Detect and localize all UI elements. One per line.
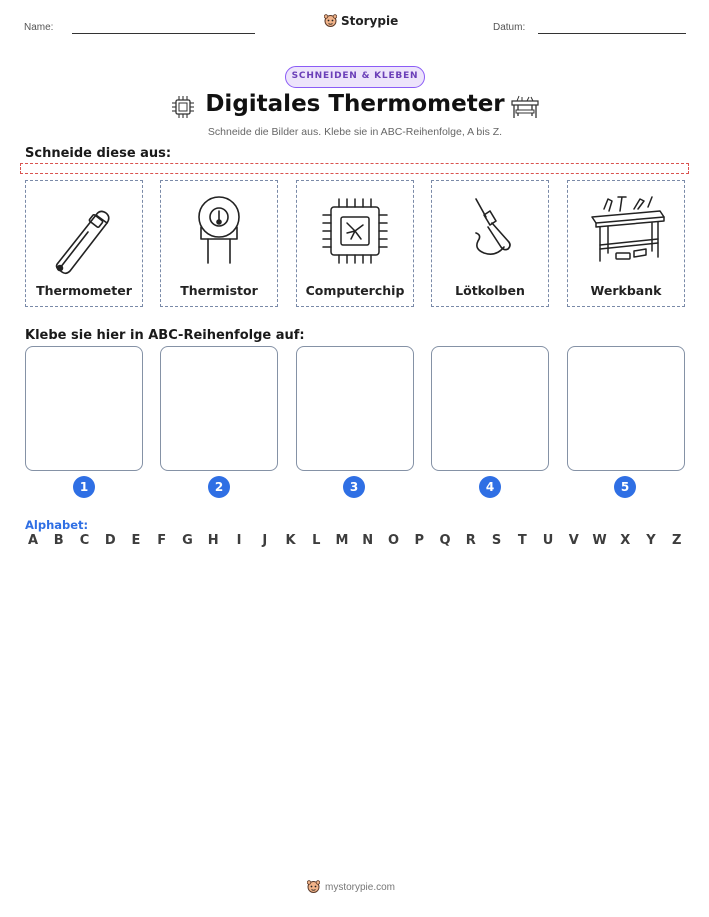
paste-box-2[interactable] [160,346,278,471]
alphabet-letter: W [592,533,607,548]
alphabet-letter: Y [646,533,656,548]
activity-tag: SCHNEIDEN & KLEBEN [285,66,425,88]
cut-card-werkbank[interactable] [567,180,685,307]
soldering-iron-icon [446,187,534,275]
number-badge-4: 4 [479,476,501,498]
card-label: Thermistor [180,283,258,298]
alphabet-letter: Z [672,533,682,548]
alphabet-letter: V [568,533,579,548]
footer [307,880,395,894]
alphabet-letter: O [387,533,400,548]
alphabet-letter: U [542,533,554,548]
paste-box-5[interactable] [567,346,685,471]
workbench-icon [582,187,670,275]
footer-link[interactable]: mystorypie.com [325,881,396,893]
page-title: Digitales Thermometer [205,91,505,117]
paste-box-1[interactable] [25,346,143,471]
card-label: Lötkolben [455,283,525,298]
alphabet-letter: P [414,533,425,548]
alphabet-letter: Q [439,533,451,548]
alphabet-letter: A [27,533,39,548]
card-label: Werkbank [590,283,662,298]
alphabet-letter: X [620,533,631,548]
thermometer-icon [40,187,128,275]
alphabet-letter: T [517,533,527,548]
alphabet-letter: M [335,533,349,548]
alphabet-letter: I [236,533,242,548]
mascot-icon [307,880,320,894]
workbench-icon [509,93,541,121]
cut-card-thermometer[interactable] [25,180,143,307]
number-badge-5: 5 [614,476,636,498]
name-label: Name: [24,22,54,33]
alphabet-letter: S [491,533,502,548]
instructions: Schneide die Bilder aus. Klebe sie in ABC-Reihenfolge, A bis Z. [207,126,503,138]
paste-box-4[interactable] [431,346,549,471]
logo-text: Storypie [341,14,399,28]
date-line[interactable] [538,33,686,34]
computer-chip-icon [169,93,197,121]
number-badge-1: 1 [73,476,95,498]
paste-heading: Klebe sie hier in ABC-Reihenfolge auf: [25,328,305,343]
alphabet-letter: K [285,533,296,548]
alphabet-letter: N [362,533,374,548]
alphabet-letter: L [312,533,321,548]
alphabet-letter: R [465,533,476,548]
alphabet-letter: D [104,533,116,548]
number-badge-2: 2 [208,476,230,498]
alphabet-letter: H [207,533,219,548]
thermistor-icon [175,187,263,275]
number-badge-3: 3 [343,476,365,498]
name-line[interactable] [72,33,255,34]
cut-heading: Schneide diese aus: [25,146,172,161]
card-label: Thermometer [36,283,132,298]
cut-card-computerchip[interactable] [296,180,414,307]
computer-chip-icon [311,187,399,275]
cut-card-loetkolben[interactable] [431,180,549,307]
date-label: Datum: [493,22,526,33]
alphabet-letter: F [157,533,167,548]
alphabet-letter: G [182,533,193,548]
alphabet-letter: E [131,533,141,548]
alphabet-letter: B [53,533,64,548]
storypie-logo [324,14,398,28]
mascot-icon [324,14,337,28]
paste-box-3[interactable] [296,346,414,471]
cut-card-thermistor[interactable] [160,180,278,307]
card-label: Computerchip [305,283,405,298]
cut-line [20,163,689,174]
alphabet-row [25,533,685,548]
alphabet-letter: C [79,533,90,548]
alphabet-label: Alphabet: [25,518,89,532]
alphabet-letter: J [262,533,268,548]
